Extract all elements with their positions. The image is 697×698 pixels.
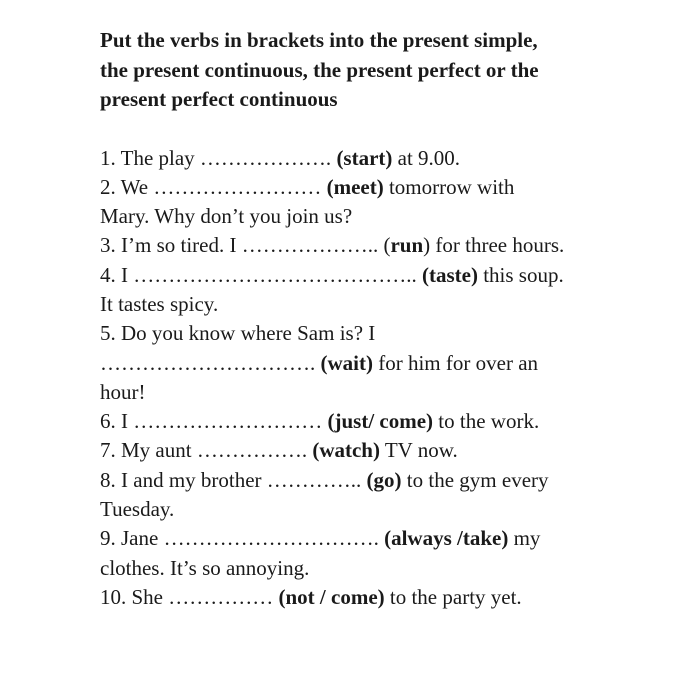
exercise-2-prompt: 2. We …………………… [100, 174, 327, 199]
exercise-5-line-2 [100, 349, 660, 378]
exercise-6-prompt: 6. I ……………………… [100, 409, 328, 434]
exercise-8-continuation: Tuesday. [100, 497, 175, 522]
exercise-7 [100, 436, 660, 465]
exercise-9-verb: (always /take) [384, 526, 509, 551]
instructions-line-1: Put the verbs in brackets into the present simple, [100, 28, 538, 52]
exercise-10-verb: (not / come) [278, 584, 385, 609]
instructions-line-2: the present continuous, the present perfect or the [100, 57, 539, 82]
exercise-5-rest: for him for over an [372, 350, 539, 375]
exercise-5: 5. Do you know where Sam is? I [100, 321, 376, 346]
exercise-1-prompt: 1. The play ………………. [100, 145, 337, 170]
exercise-8-prompt: 8. I and my brother ………….. [100, 467, 367, 492]
exercise-list [100, 144, 660, 613]
exercise-3-verb: run [390, 233, 424, 258]
exercise-9 [100, 524, 660, 553]
exercise-9-prompt: 9. Jane …………………………. [100, 526, 385, 551]
exercise-8 [100, 466, 660, 495]
exercise-10-prompt: 10. She …………… [100, 584, 279, 609]
exercise-1 [100, 144, 660, 173]
exercise-2 [100, 173, 660, 202]
exercise-5-verb: (wait) [320, 350, 373, 375]
exercise-2-verb: (meet) [326, 174, 384, 199]
exercise-7-rest: TV now. [379, 438, 458, 463]
exercise-4-rest: this soup. [477, 262, 564, 287]
exercise-1-verb: (start) [336, 145, 393, 170]
exercise-4-verb: (taste) [422, 262, 478, 287]
exercise-3-rest: ) for three hours. [423, 233, 565, 258]
exercise-6-rest: to the work. [433, 409, 540, 434]
exercise-10 [100, 583, 660, 612]
exercise-4-continuation: It tastes spicy. [100, 291, 219, 316]
exercise-8-verb: (go) [366, 467, 402, 492]
exercise-1-rest: at 9.00. [392, 145, 461, 170]
exercise-9-continuation: clothes. It’s so annoying. [100, 555, 310, 580]
exercise-8-rest: to the gym every [401, 467, 549, 492]
exercise-6 [100, 407, 660, 436]
exercise-3-prompt: 3. I’m so tired. I ……………….. ( [100, 233, 391, 258]
exercise-2-rest: tomorrow with [383, 174, 515, 199]
instructions-line-3: present perfect continuous [100, 87, 338, 111]
exercise-7-prompt: 7. My aunt ……………. [100, 438, 313, 463]
exercise-10-rest: to the party yet. [384, 584, 522, 609]
exercise-2-continuation: Mary. Why don’t you join us? [100, 204, 353, 229]
exercise-3 [100, 231, 660, 260]
exercise-9-rest: my [508, 526, 541, 551]
exercise-4-prompt: 4. I ………………………………….. [100, 262, 422, 287]
exercise-4 [100, 261, 660, 290]
worksheet [100, 26, 660, 612]
exercise-7-verb: (watch) [312, 438, 380, 463]
exercise-5-blank: …………………………. [100, 350, 321, 375]
exercise-6-verb: (just/ come) [327, 409, 434, 434]
exercise-instructions [100, 26, 660, 115]
exercise-5-continuation: hour! [100, 379, 146, 404]
